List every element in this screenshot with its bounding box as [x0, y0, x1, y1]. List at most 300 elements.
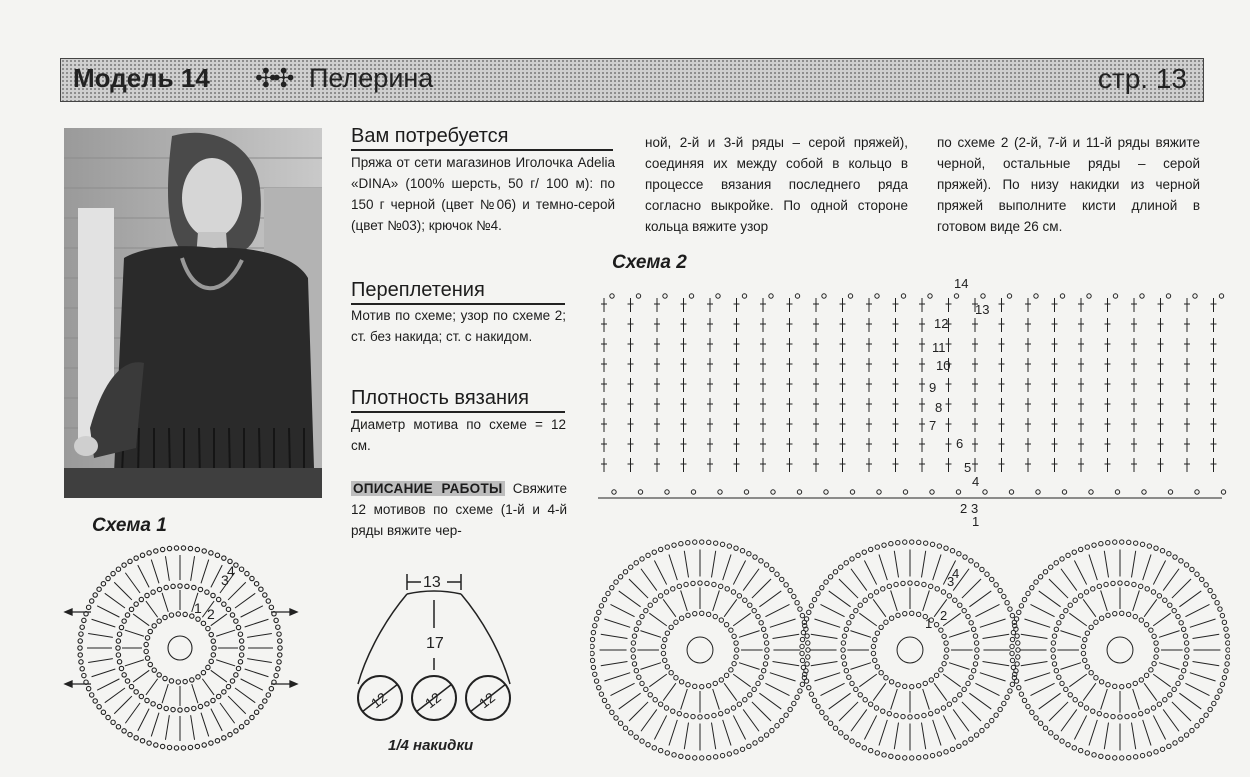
chain-stitch-mark [1113, 294, 1117, 298]
chain-stitch-mark [230, 679, 234, 683]
chain-stitch-mark [664, 590, 668, 594]
schema-2-row-10: 10 [936, 358, 951, 373]
chain-stitch-mark [1014, 617, 1018, 621]
chain-stitch-mark [698, 715, 702, 719]
chain-stitch-mark [847, 675, 851, 679]
chain-stitch-mark [1026, 704, 1030, 708]
chain-stitch-mark [930, 753, 934, 757]
chain-stitch-mark [953, 598, 957, 602]
chain-stitch-mark [798, 689, 802, 693]
chain-stitch-mark [119, 666, 123, 670]
chain-stitch-mark [671, 709, 675, 713]
chain-stitch-mark [764, 563, 768, 567]
stitch-mark [1083, 599, 1096, 616]
chain-stitch-mark [1139, 678, 1143, 682]
chain-stitch-mark [1083, 658, 1087, 662]
chain-stitch-mark [910, 756, 914, 760]
chain-stitch-mark [276, 625, 280, 629]
chain-stitch-mark [593, 672, 597, 676]
chain-stitch-mark [222, 690, 226, 694]
chain-stitch-mark [765, 648, 769, 652]
chain-stitch-mark [632, 662, 636, 666]
chain-stitch-mark [269, 686, 273, 690]
chain-stitch-mark [116, 725, 120, 729]
chain-stitch-mark [658, 702, 662, 706]
stitch-mark [975, 604, 999, 616]
chain-stitch-mark [795, 600, 799, 604]
chain-stitch-mark [111, 571, 115, 575]
chain-stitch-mark [1022, 597, 1026, 601]
chain-stitch-mark [1132, 582, 1136, 586]
stitch-mark [739, 631, 760, 638]
chain-stitch-mark [629, 565, 633, 569]
chain-stitch-mark [606, 591, 610, 595]
chain-stitch-mark [896, 683, 900, 687]
chain-stitch-mark [881, 709, 885, 713]
chain-stitch-mark [1010, 644, 1014, 648]
chain-stitch-mark [863, 698, 867, 702]
chain-stitch-mark [1184, 733, 1188, 737]
chain-stitch-mark [1104, 713, 1108, 717]
chain-stitch-mark [181, 746, 185, 750]
schema-1-row-2: 2 [207, 606, 215, 622]
chain-stitch-mark [805, 662, 809, 666]
chain-stitch-mark [1017, 610, 1021, 614]
chain-stitch-mark [266, 599, 270, 603]
chain-stitch-mark [842, 662, 846, 666]
chain-stitch-mark [732, 634, 736, 638]
model-photo [64, 128, 322, 498]
chain-stitch-mark [1087, 294, 1091, 298]
chain-stitch-mark [672, 753, 676, 757]
chain-stitch-mark [157, 673, 161, 677]
chain-stitch-mark [1038, 721, 1042, 725]
chain-stitch-mark [634, 735, 638, 739]
chain-stitch-mark [839, 565, 843, 569]
chain-stitch-mark [759, 559, 763, 563]
chain-stitch-mark [1084, 706, 1088, 710]
chain-stitch-mark [263, 699, 267, 703]
chain-stitch-mark [1054, 668, 1058, 672]
chain-stitch-mark [1089, 670, 1093, 674]
chain-stitch-mark [923, 755, 927, 759]
chain-stitch-mark [896, 540, 900, 544]
chain-stitch-mark [1085, 631, 1089, 635]
chain-stitch-mark [727, 544, 731, 548]
stitch-mark [765, 683, 789, 695]
schema-2-row-13: 13 [975, 302, 990, 317]
chain-stitch-mark [1173, 741, 1177, 745]
chain-stitch-mark [1181, 668, 1185, 672]
chain-stitch-mark [128, 732, 132, 736]
chain-stitch-mark [228, 732, 232, 736]
chain-stitch-mark [944, 546, 948, 550]
chain-stitch-mark [806, 655, 810, 659]
chain-stitch-mark [844, 561, 848, 565]
chain-stitch-mark [700, 756, 704, 760]
chain-stitch-mark [1030, 585, 1034, 589]
stitch-mark [821, 683, 845, 695]
chain-stitch-mark [929, 678, 933, 682]
chain-stitch-mark [216, 597, 220, 601]
chain-stitch-mark [1015, 634, 1019, 638]
stitch-mark [201, 713, 209, 737]
chain-stitch-mark [862, 550, 866, 554]
chain-stitch-mark [154, 743, 158, 747]
chain-stitch-mark [800, 637, 804, 641]
chain-stitch-mark [784, 713, 788, 717]
chain-stitch-mark [1212, 594, 1216, 598]
chain-stitch-mark [1226, 655, 1230, 659]
chain-stitch-mark [116, 567, 120, 571]
stitch-mark [92, 669, 116, 677]
chain-stitch-mark [1019, 692, 1023, 696]
chain-stitch-mark [706, 683, 710, 687]
chain-stitch-mark [226, 684, 230, 688]
chain-stitch-mark [686, 683, 690, 687]
stitch-mark [851, 709, 867, 731]
chain-stitch-mark [958, 603, 962, 607]
chain-stitch-mark [1030, 710, 1034, 714]
chain-stitch-mark [171, 584, 175, 588]
chain-stitch-mark [1167, 551, 1171, 555]
chain-stitch-mark [140, 553, 144, 557]
stitch-mark [850, 631, 871, 638]
chain-stitch-mark [1008, 689, 1012, 693]
stitch-mark [669, 720, 677, 746]
chain-stitch-mark [691, 490, 695, 494]
chain-stitch-mark [202, 549, 206, 553]
chain-stitch-mark [637, 675, 641, 679]
stitch-mark [921, 723, 925, 750]
chain-stitch-mark [196, 675, 200, 679]
stitch-mark [146, 679, 158, 695]
chain-stitch-mark [1138, 584, 1142, 588]
chain-stitch-mark [684, 582, 688, 586]
chain-stitch-mark [1173, 555, 1177, 559]
chain-stitch-mark [211, 639, 215, 643]
chain-stitch-mark [718, 711, 722, 715]
chain-stitch-mark [1092, 543, 1096, 547]
chain-stitch-mark [1034, 716, 1038, 720]
chain-stitch-mark [1011, 665, 1015, 669]
chain-stitch-mark [631, 641, 635, 645]
chain-stitch-mark [691, 714, 695, 718]
chain-stitch-mark [677, 711, 681, 715]
stitch-mark [1024, 619, 1050, 627]
chain-stitch-mark [1154, 546, 1158, 550]
stitch-mark [811, 634, 838, 638]
chain-stitch-mark [903, 611, 907, 615]
chain-stitch-mark [1133, 541, 1137, 545]
chain-stitch-mark [903, 540, 907, 544]
stitch-mark [88, 633, 113, 637]
chain-stitch-mark [954, 294, 958, 298]
chain-stitch-mark [707, 755, 711, 759]
chain-stitch-mark [763, 634, 767, 638]
chain-stitch-mark [658, 748, 662, 752]
chain-stitch-mark [1054, 627, 1058, 631]
chain-stitch-mark [850, 681, 854, 685]
chain-stitch-mark [277, 632, 281, 636]
chain-stitch-mark [160, 744, 164, 748]
chain-stitch-mark [1078, 547, 1082, 551]
chain-stitch-mark [1219, 294, 1223, 298]
stitch-mark [114, 696, 132, 714]
chain-stitch-mark [775, 724, 779, 728]
chain-stitch-mark [1127, 540, 1131, 544]
chain-stitch-mark [1222, 675, 1226, 679]
motif-center-ring [687, 637, 713, 663]
stitch-mark [765, 604, 789, 616]
stitch-mark [1153, 613, 1170, 626]
chain-stitch-mark [966, 614, 970, 618]
chain-stitch-mark [903, 490, 907, 494]
chain-stitch-mark [634, 627, 638, 631]
stitch-mark [138, 565, 149, 587]
chain-stitch-mark [1126, 612, 1130, 616]
chain-stitch-mark [1113, 756, 1117, 760]
chain-stitch-mark [950, 747, 954, 751]
stitch-mark [162, 593, 168, 612]
stitch-mark [1143, 720, 1151, 746]
schema-2-row-14: 14 [954, 276, 969, 291]
chain-stitch-mark [602, 597, 606, 601]
chain-stitch-mark [1166, 294, 1170, 298]
chain-stitch-mark [169, 613, 173, 617]
chain-stitch-mark [894, 713, 898, 717]
stitch-mark [739, 663, 760, 670]
chain-stitch-mark [928, 294, 932, 298]
chain-stitch-mark [706, 612, 710, 616]
stitch-mark [1193, 634, 1220, 638]
chain-stitch-mark [1220, 682, 1224, 686]
stitch-mark [921, 551, 925, 578]
chain-stitch-mark [122, 673, 126, 677]
chain-stitch-mark [594, 617, 598, 621]
chain-stitch-mark [915, 581, 919, 585]
chain-stitch-mark [1147, 752, 1151, 756]
stitch-mark [1021, 634, 1048, 638]
chain-stitch-mark [1054, 561, 1058, 565]
stitch-mark [850, 663, 871, 670]
chain-stitch-mark [1154, 750, 1158, 754]
chain-stitch-mark [1060, 739, 1064, 743]
stitch-mark [151, 713, 159, 737]
chain-stitch-mark [236, 625, 240, 629]
chain-stitch-mark [792, 701, 796, 705]
chain-stitch-mark [725, 709, 729, 713]
chain-stitch-mark [923, 681, 927, 685]
chain-stitch-mark [1073, 698, 1077, 702]
chain-stitch-mark [981, 294, 985, 298]
chain-stitch-mark [962, 687, 966, 691]
chain-stitch-mark [259, 587, 263, 591]
stitch-mark [839, 702, 858, 721]
chain-stitch-mark [1081, 644, 1085, 648]
chain-stitch-mark [1057, 675, 1061, 679]
chain-stitch-mark [674, 620, 678, 624]
stitch-mark [191, 715, 195, 740]
chain-stitch-mark [748, 603, 752, 607]
chain-stitch-mark [178, 584, 182, 588]
chain-stitch-mark [634, 668, 638, 672]
chain-stitch-mark [97, 587, 101, 591]
chain-stitch-mark [816, 591, 820, 595]
chain-stitch-mark [990, 718, 994, 722]
chain-stitch-mark [646, 553, 650, 557]
chain-stitch-mark [658, 594, 662, 598]
chain-stitch-mark [1010, 613, 1014, 617]
chain-stitch-mark [842, 634, 846, 638]
chain-stitch-mark [903, 684, 907, 688]
chain-stitch-mark [167, 745, 171, 749]
chain-stitch-mark [1010, 682, 1014, 686]
stitch-mark [949, 663, 970, 670]
chain-stitch-mark [599, 604, 603, 608]
chain-stitch-mark [934, 673, 938, 677]
chain-stitch-mark [1120, 540, 1124, 544]
chain-stitch-mark [674, 676, 678, 680]
chain-stitch-mark [1068, 693, 1072, 697]
description-label: ОПИСАНИЕ РАБОТЫ [353, 481, 503, 496]
chain-stitch-mark [185, 707, 189, 711]
stitch-mark [1144, 599, 1157, 616]
chain-stitch-mark [1151, 590, 1155, 594]
chain-stitch-mark [824, 490, 828, 494]
stitch-mark [228, 696, 246, 714]
chain-stitch-mark [1064, 608, 1068, 612]
chain-stitch-mark [1106, 755, 1110, 759]
chain-stitch-mark [631, 648, 635, 652]
chain-stitch-mark [1181, 627, 1185, 631]
chain-stitch-mark [874, 706, 878, 710]
chain-stitch-mark [134, 690, 138, 694]
stitch-mark [773, 634, 800, 638]
chain-stitch-mark [1049, 731, 1053, 735]
chain-stitch-mark [1091, 709, 1095, 713]
stitch-mark [1024, 673, 1050, 681]
chain-stitch-mark [86, 605, 90, 609]
chain-stitch-mark [944, 641, 948, 645]
stitch-mark [711, 551, 715, 578]
chain-stitch-mark [614, 716, 618, 720]
chain-stitch-mark [1222, 620, 1226, 624]
chain-stitch-mark [1094, 620, 1098, 624]
stitch-mark [201, 560, 209, 584]
chain-stitch-mark [128, 559, 132, 563]
chain-stitch-mark [679, 542, 683, 546]
chain-stitch-mark [753, 741, 757, 745]
chain-stitch-mark [1066, 553, 1070, 557]
stitch-mark [980, 619, 1006, 627]
chain-stitch-mark [716, 294, 720, 298]
stitch-mark [235, 688, 255, 703]
chain-stitch-mark [875, 294, 879, 298]
chain-stitch-mark [116, 646, 120, 650]
chain-stitch-mark [1094, 676, 1098, 680]
stitch-mark [1039, 693, 1061, 709]
chain-stitch-mark [950, 549, 954, 553]
chain-stitch-mark [205, 590, 209, 594]
chain-stitch-mark [198, 704, 202, 708]
stitch-mark [894, 723, 898, 750]
chain-stitch-mark [1195, 724, 1199, 728]
chain-stitch-mark [844, 735, 848, 739]
chain-stitch-mark [201, 670, 205, 674]
stitch-mark [733, 613, 750, 626]
chain-stitch-mark [718, 490, 722, 494]
chain-stitch-mark [713, 681, 717, 685]
schema-2-row-9: 9 [929, 380, 937, 395]
chain-stitch-mark [974, 641, 978, 645]
chain-stitch-mark [1099, 616, 1103, 620]
chain-stitch-mark [798, 607, 802, 611]
chain-stitch-mark [930, 542, 934, 546]
chain-stitch-mark [1019, 604, 1023, 608]
stitch-mark [601, 634, 628, 638]
stitch-mark [619, 591, 641, 607]
stitch-mark [962, 702, 981, 721]
chain-stitch-mark [871, 644, 875, 648]
chain-stitch-mark [1218, 689, 1222, 693]
stitch-mark [713, 590, 720, 611]
chain-stitch-mark [935, 709, 939, 713]
chain-stitch-mark [1190, 567, 1194, 571]
chain-stitch-mark [122, 729, 126, 733]
chain-stitch-mark [1078, 594, 1082, 598]
chain-stitch-mark [122, 619, 126, 623]
stitch-mark [723, 554, 731, 580]
chain-stitch-mark [974, 563, 978, 567]
chain-stitch-mark [78, 653, 82, 657]
stitch-mark [1133, 590, 1140, 611]
chain-stitch-mark [644, 608, 648, 612]
stitch-mark [969, 591, 991, 607]
stitch-mark [724, 683, 737, 700]
chain-stitch-mark [693, 611, 697, 615]
chain-stitch-mark [192, 585, 196, 589]
stitch-mark [923, 590, 930, 611]
stitch-mark [711, 723, 715, 750]
chain-stitch-mark [590, 658, 594, 662]
chain-stitch-mark [1106, 540, 1110, 544]
chain-stitch-mark [147, 551, 151, 555]
chain-stitch-mark [1008, 607, 1012, 611]
chain-stitch-mark [1091, 587, 1095, 591]
chain-stitch-mark [240, 646, 244, 650]
stitch-mark [654, 561, 666, 585]
chain-stitch-mark [875, 751, 879, 755]
stitch-mark [247, 659, 272, 663]
chain-stitch-mark [973, 634, 977, 638]
chain-stitch-mark [591, 665, 595, 669]
chain-stitch-mark [956, 490, 960, 494]
chain-stitch-mark [1157, 702, 1161, 706]
chain-stitch-mark [850, 739, 854, 743]
chain-stitch-mark [1125, 714, 1129, 718]
chain-stitch-mark [868, 702, 872, 706]
chain-stitch-mark [178, 708, 182, 712]
chain-stitch-mark [784, 583, 788, 587]
chain-stitch-mark [795, 695, 799, 699]
chain-stitch-mark [985, 572, 989, 576]
chain-stitch-mark [80, 625, 84, 629]
chain-stitch-mark [944, 750, 948, 754]
chain-stitch-mark [947, 594, 951, 598]
stitch-mark [1172, 579, 1191, 598]
chain-stitch-mark [724, 673, 728, 677]
